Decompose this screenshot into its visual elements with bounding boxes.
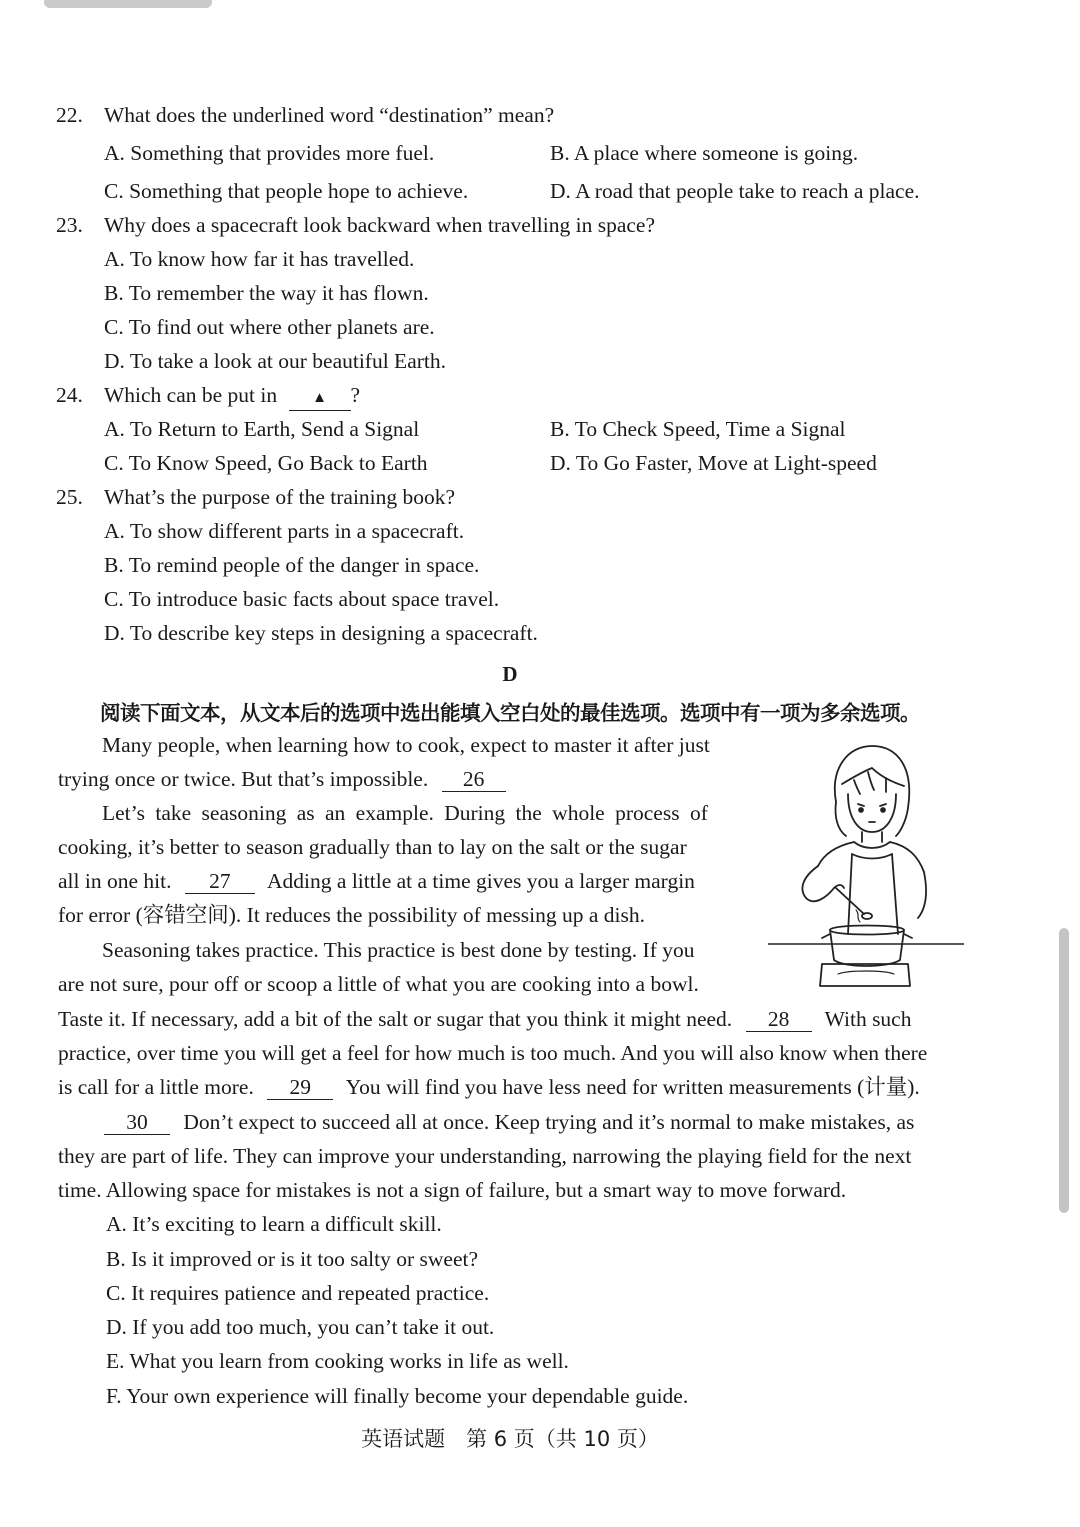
section-instruction: 阅读下面文本，从文本后的选项中选出能填入空白处的最佳选项。选项中有一项为多余选项。 bbox=[100, 701, 920, 725]
option-a[interactable]: A. It’s exciting to learn a difficult skill. bbox=[106, 1212, 442, 1236]
option-d[interactable]: D. To describe key steps in designing a spacecraft. bbox=[104, 621, 538, 645]
page-footer: 英语试题 第 6 页（共 10 页） bbox=[361, 1427, 659, 1451]
question-stem bbox=[104, 380, 360, 411]
passage-line bbox=[58, 1004, 911, 1034]
option-a[interactable]: A. Something that provides more fuel. bbox=[104, 141, 435, 165]
question-stem-text: Which can be put in bbox=[104, 383, 278, 407]
option-d[interactable]: D. A road that people take to reach a place. bbox=[550, 179, 920, 203]
option-a[interactable]: A. To show different parts in a spacecraft. bbox=[104, 519, 465, 543]
blank-27[interactable]: 27 bbox=[185, 869, 255, 894]
passage-line: cooking, it’s better to season gradually than to lay on the salt or the sugar bbox=[58, 835, 687, 859]
passage-text: Don’t expect to succeed all at once. Keep trying and it’s normal to make mistakes, as bbox=[183, 1110, 915, 1134]
option-c[interactable]: C. To Know Speed, Go Back to Earth bbox=[104, 451, 428, 475]
question-mark: ? bbox=[350, 383, 361, 407]
blank-29[interactable]: 29 bbox=[267, 1075, 333, 1100]
triangle-icon: ▲ bbox=[312, 390, 327, 406]
passage-line: they are part of life. They can improve your understanding, narrowing the playing field for the next bbox=[58, 1144, 912, 1168]
option-b[interactable]: B. To remember the way it has flown. bbox=[104, 281, 429, 305]
passage-line: for error (容错空间). It reduces the possibility of messing up a dish. bbox=[58, 903, 645, 927]
passage-line bbox=[58, 866, 695, 896]
passage-line: time. Allowing space for mistakes is not a sign of failure, but a smart way to move forward. bbox=[58, 1178, 847, 1202]
blank-30[interactable]: 30 bbox=[104, 1110, 170, 1135]
blank-26[interactable]: 26 bbox=[442, 767, 506, 792]
option-d[interactable]: D. To take a look at our beautiful Earth. bbox=[104, 349, 446, 373]
option-e[interactable]: E. What you learn from cooking works in life as well. bbox=[106, 1349, 569, 1373]
option-f[interactable]: F. Your own experience will finally become your dependable guide. bbox=[106, 1384, 689, 1408]
option-b[interactable]: B. A place where someone is going. bbox=[550, 141, 859, 165]
passage-line: Let’s take seasoning as an example. During the whole process of bbox=[102, 801, 708, 825]
passage-line bbox=[58, 1072, 920, 1102]
option-c[interactable]: C. To find out where other planets are. bbox=[104, 315, 435, 339]
option-c[interactable]: C. Something that people hope to achieve. bbox=[104, 179, 469, 203]
option-b[interactable]: B. To Check Speed, Time a Signal bbox=[550, 417, 846, 441]
blank-28[interactable]: 28 bbox=[746, 1007, 812, 1032]
option-c[interactable]: C. It requires patience and repeated practice. bbox=[106, 1281, 490, 1305]
section-title: D bbox=[502, 662, 518, 686]
question-number: 22. bbox=[56, 103, 83, 127]
scrollbar-thumb[interactable] bbox=[1059, 928, 1069, 1213]
passage-text: is call for a little more. bbox=[58, 1075, 254, 1099]
passage-line bbox=[58, 764, 506, 794]
option-d[interactable]: D. If you add too much, you can’t take it out. bbox=[106, 1315, 495, 1339]
passage-text: Adding a little at a time gives you a larger margin bbox=[267, 869, 695, 893]
passage-text: Taste it. If necessary, add a bit of the salt or sugar that you think it might need. bbox=[58, 1007, 733, 1031]
answer-blank bbox=[289, 383, 351, 411]
passage-text: With such bbox=[824, 1007, 912, 1031]
passage-text: trying once or twice. But that’s impossible. bbox=[58, 767, 429, 791]
option-a[interactable]: A. To Return to Earth, Send a Signal bbox=[104, 417, 420, 441]
passage-line bbox=[104, 1107, 914, 1137]
question-stem: Why does a spacecraft look backward when travelling in space? bbox=[104, 213, 656, 237]
option-c[interactable]: C. To introduce basic facts about space travel. bbox=[104, 587, 500, 611]
window-top-bar bbox=[44, 0, 212, 8]
passage-line: practice, over time you will get a feel for how much is too much. And you will also know when there bbox=[58, 1041, 928, 1065]
question-stem: What’s the purpose of the training book? bbox=[104, 485, 456, 509]
option-b[interactable]: B. Is it improved or is it too salty or sweet? bbox=[106, 1247, 479, 1271]
question-number: 24. bbox=[56, 383, 83, 407]
option-a[interactable]: A. To know how far it has travelled. bbox=[104, 247, 415, 271]
passage-text: all in one hit. bbox=[58, 869, 172, 893]
question-stem: What does the underlined word “destination” mean? bbox=[104, 103, 555, 127]
passage-line: Seasoning takes practice. This practice is best done by testing. If you bbox=[102, 938, 695, 962]
question-number: 25. bbox=[56, 485, 83, 509]
passage-line: Many people, when learning how to cook, expect to master it after just bbox=[102, 733, 710, 757]
passage-text: You will find you have less need for written measurements (计量). bbox=[345, 1075, 920, 1099]
girl-cooking-illustration bbox=[768, 738, 964, 994]
passage-line: are not sure, pour off or scoop a little of what you are cooking into a bowl. bbox=[58, 972, 699, 996]
option-d[interactable]: D. To Go Faster, Move at Light-speed bbox=[550, 451, 877, 475]
question-number: 23. bbox=[56, 213, 83, 237]
option-b[interactable]: B. To remind people of the danger in space. bbox=[104, 553, 480, 577]
